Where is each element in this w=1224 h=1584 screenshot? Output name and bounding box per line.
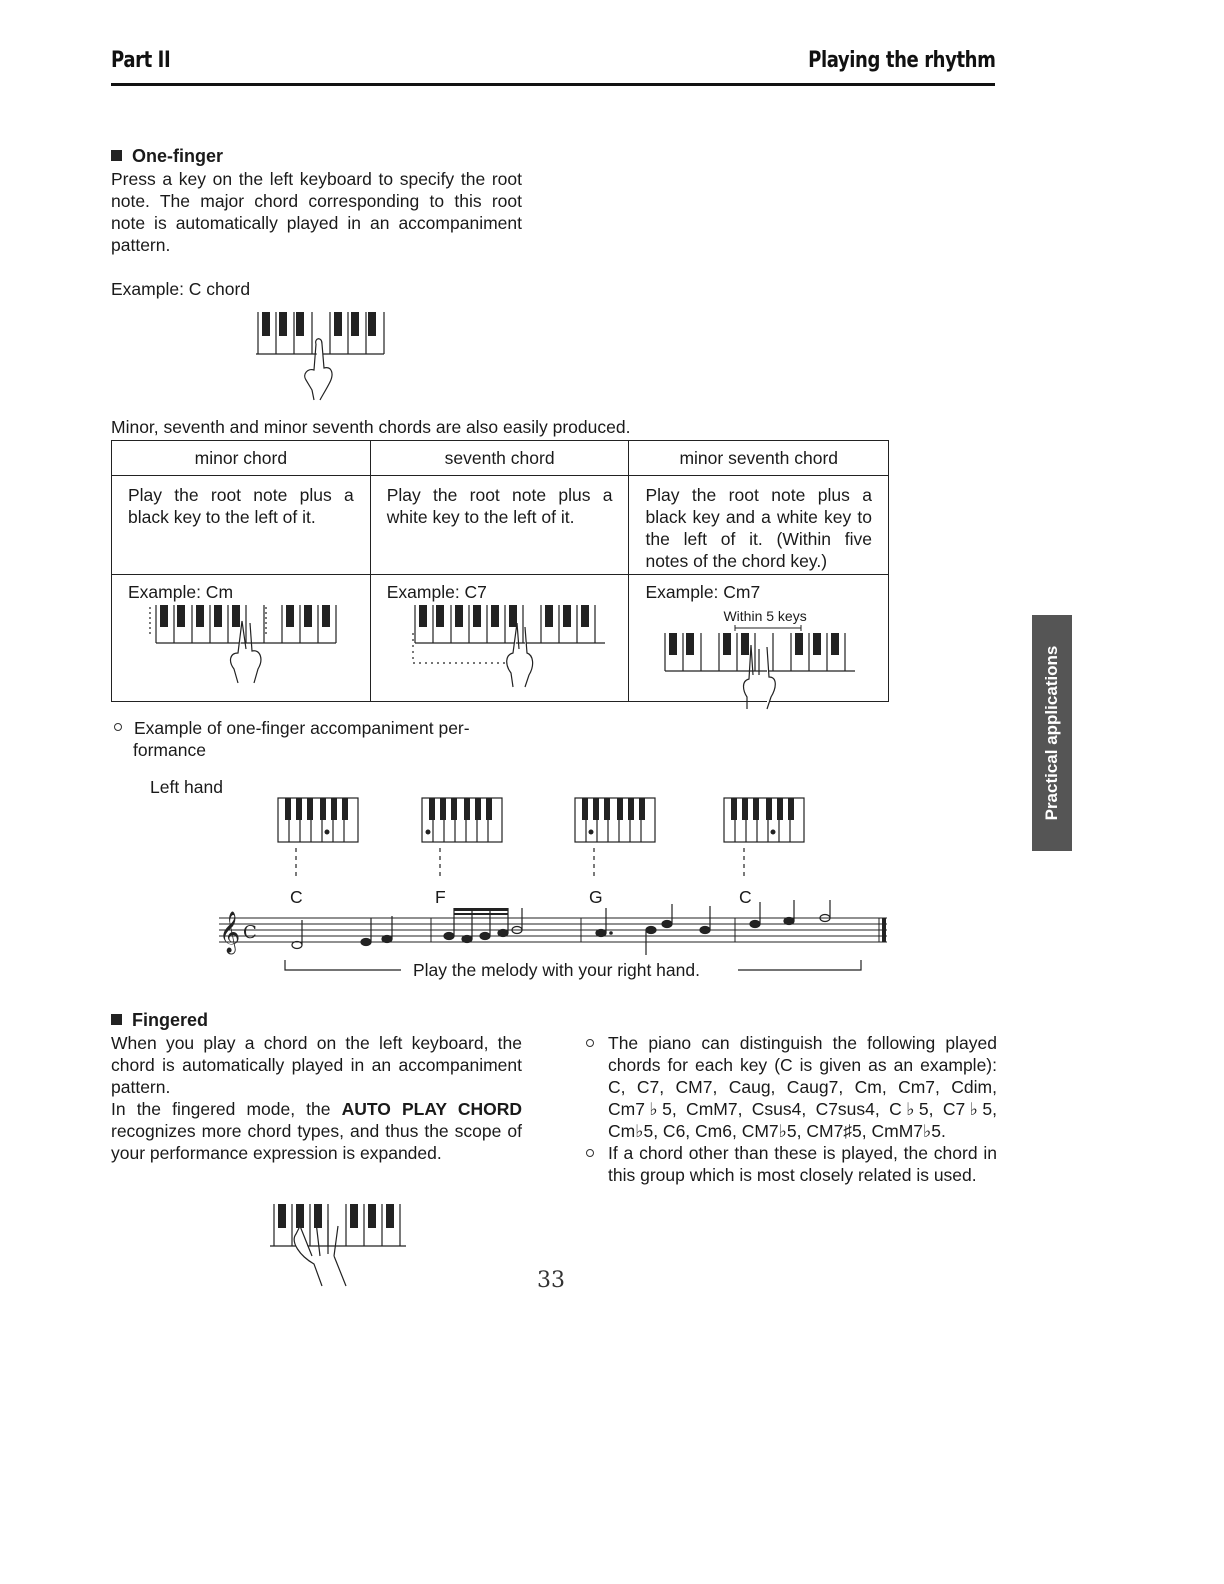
one-finger-heading-text: One-finger: [132, 146, 224, 166]
chord-list-bullet: [586, 1032, 997, 1142]
fingered-heading-text: Fingered: [132, 1010, 209, 1030]
c7-example-label: Example: C7: [386, 582, 487, 602]
cm-example-cell: [112, 575, 371, 702]
side-tab-label: Practical applications: [1042, 645, 1061, 821]
closest-chord-text: If a chord other than these is played, the chord in this group which is most closely related is used.: [608, 1143, 997, 1185]
fingered-body-1: When you play a chord on the left keyboard, the chord is automatically played in an accompaniment pattern.: [111, 1033, 522, 1097]
fingered-body-2-post: recognizes more chord types, and thus the scope of your performance expression is expanded.: [111, 1121, 522, 1163]
one-finger-heading: [111, 146, 223, 167]
section-title: Playing the rhythm: [807, 48, 995, 73]
fingered-body-2-pre: In the fingered mode, the: [111, 1099, 342, 1119]
square-bullet-icon: [111, 150, 122, 161]
cm7-example-label: Example: Cm7: [645, 582, 761, 602]
seventh-chord-description: Play the root note plus a white key to the left of it.: [370, 476, 629, 575]
performance-title: [114, 717, 470, 739]
fingered-heading: [111, 1010, 208, 1031]
c-chord-keyboard-illustration: [252, 308, 392, 404]
part-label: Part II: [111, 48, 171, 73]
chord-name-1: C: [290, 887, 303, 907]
header-minor-seventh-chord: minor seventh chord: [629, 441, 889, 476]
c7-example-cell: [370, 575, 629, 702]
round-bullet-icon: [586, 1149, 594, 1157]
melody-caption: Play the melody with your right hand.: [413, 960, 700, 980]
round-bullet-icon: [114, 723, 122, 731]
closest-chord-bullet: [586, 1142, 997, 1186]
c7-keyboard-illustration: [405, 603, 605, 699]
cm7-example-cell: [629, 575, 889, 702]
square-bullet-icon: [111, 1014, 122, 1025]
chord-list-intro: The piano can distinguish the following played chords for each key (C is given as an example):: [608, 1033, 997, 1075]
performance-title-line1: Example of one-finger accompaniment per-: [134, 718, 470, 738]
minor-seventh-chord-description: Play the root note plus a black key and a white key to the left of it. (Within five notes of the chord key.): [629, 476, 889, 575]
side-tab: [1032, 615, 1072, 851]
treble-clef-icon: 𝄞: [219, 912, 241, 953]
chord-name-3: G: [589, 887, 603, 907]
header-minor-chord: minor chord: [112, 441, 371, 476]
header-seventh-chord: seventh chord: [370, 441, 629, 476]
cm-keyboard-illustration: [146, 603, 346, 699]
round-bullet-icon: [586, 1039, 594, 1047]
auto-play-chord-label: AUTO PLAY CHORD: [341, 1099, 522, 1119]
one-finger-body: Press a key on the left keyboard to specify the root note. The major chord corresponding to this root note is automatically played in an accompaniment pattern.: [111, 169, 522, 255]
chord-name-4: C: [739, 887, 752, 907]
common-time-icon: C: [243, 922, 257, 943]
chord-list: C, C7, CM7, Caug, Caug7, Cm, Cm7, Cdim, Cm7♭5, CmM7, Csus4, C7sus4, C♭5, C7♭5, Cm♭5, C6, Cm6, CM7♭5, CM7♯5, CmM7♭5.: [608, 1077, 997, 1141]
minor-chord-description: Play the root note plus a black key to the left of it.: [112, 476, 371, 575]
cm-example-label: Example: Cm: [128, 582, 234, 602]
header-rule: [111, 83, 995, 86]
fingered-keyboard-illustration: [266, 1200, 416, 1296]
fingered-body-2: [111, 1098, 522, 1164]
left-hand-label: Left hand: [150, 777, 223, 797]
c-chord-example-label: Example: C chord: [111, 279, 251, 299]
performance-title-line2: formance: [133, 740, 206, 760]
cm7-keyboard-illustration: [659, 631, 859, 711]
minor-chords-intro: Minor, seventh and minor seventh chords are also easily produced.: [111, 417, 631, 437]
within-five-keys-label: Within 5 keys: [723, 608, 807, 624]
chord-name-2: F: [435, 887, 446, 907]
chord-table: [111, 440, 889, 702]
page-number: 33: [537, 1268, 565, 1293]
